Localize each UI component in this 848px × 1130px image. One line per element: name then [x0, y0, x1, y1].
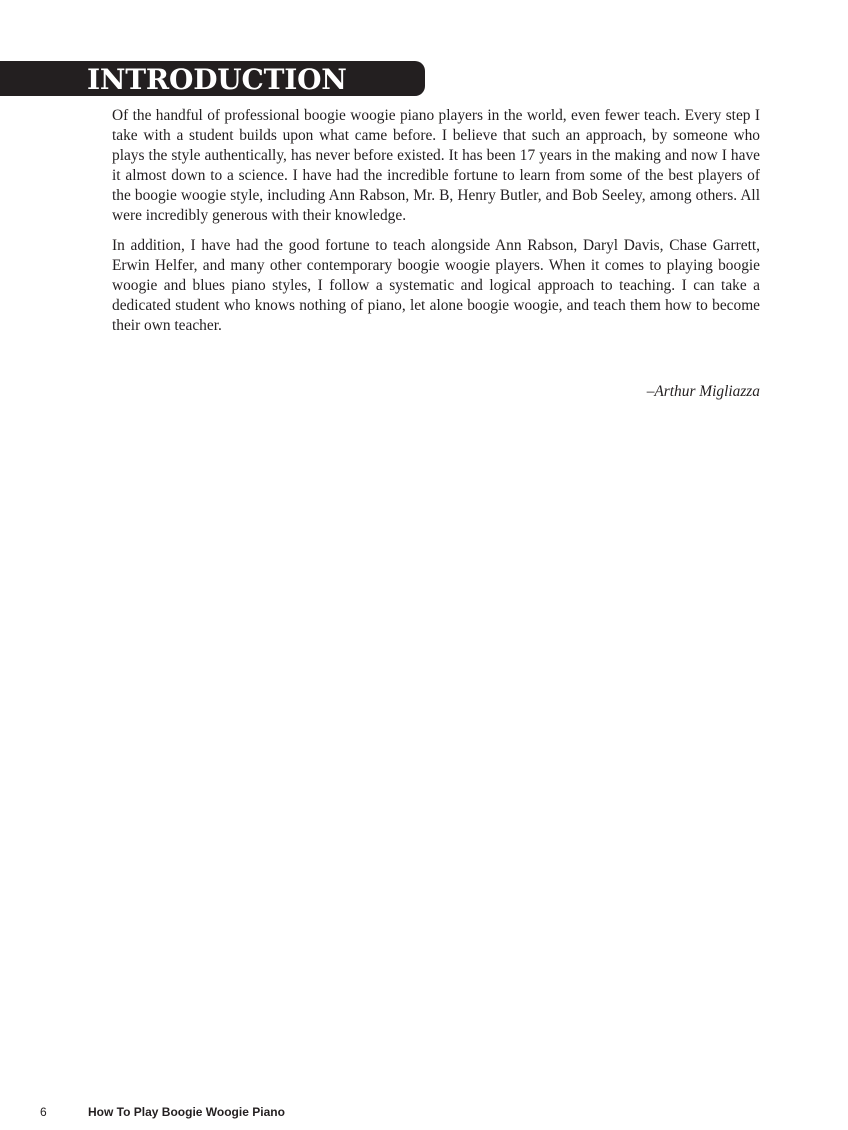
page-title: INTRODUCTION — [87, 63, 347, 96]
page-number: 6 — [40, 1105, 47, 1119]
running-footer-title: How To Play Boogie Woogie Piano — [88, 1105, 285, 1119]
paragraph-2: In addition, I have had the good fortune to teach alongside Ann Rabson, Daryl Davis, Chase Garrett, Erwin Helfer, and many other contemporary boogie woogie players. When it comes to playing boogie woogie and blues piano styles, I follow a systematic and logical approach to teaching. I can take a dedicated student who knows nothing of piano, let alone boogie woogie, and teach them how to become their own teacher. — [112, 237, 760, 334]
body-text — [112, 106, 760, 346]
author-signature: –Arthur Migliazza — [646, 383, 760, 400]
paragraph-1: Of the handful of professional boogie woogie piano players in the world, even fewer teach. Every step I take with a student builds upon what came before. I believe that such an approach, by someone who plays the style authentically, has never before existed. It has been 17 years in the making and now I have it almost down to a science. I have had the incredible fortune to learn from some of the best players of the boogie woogie style, including Ann Rabson, Mr. B, Henry Butler, and Bob Seeley, among others. All were incredibly generous with their knowledge. — [112, 107, 760, 224]
